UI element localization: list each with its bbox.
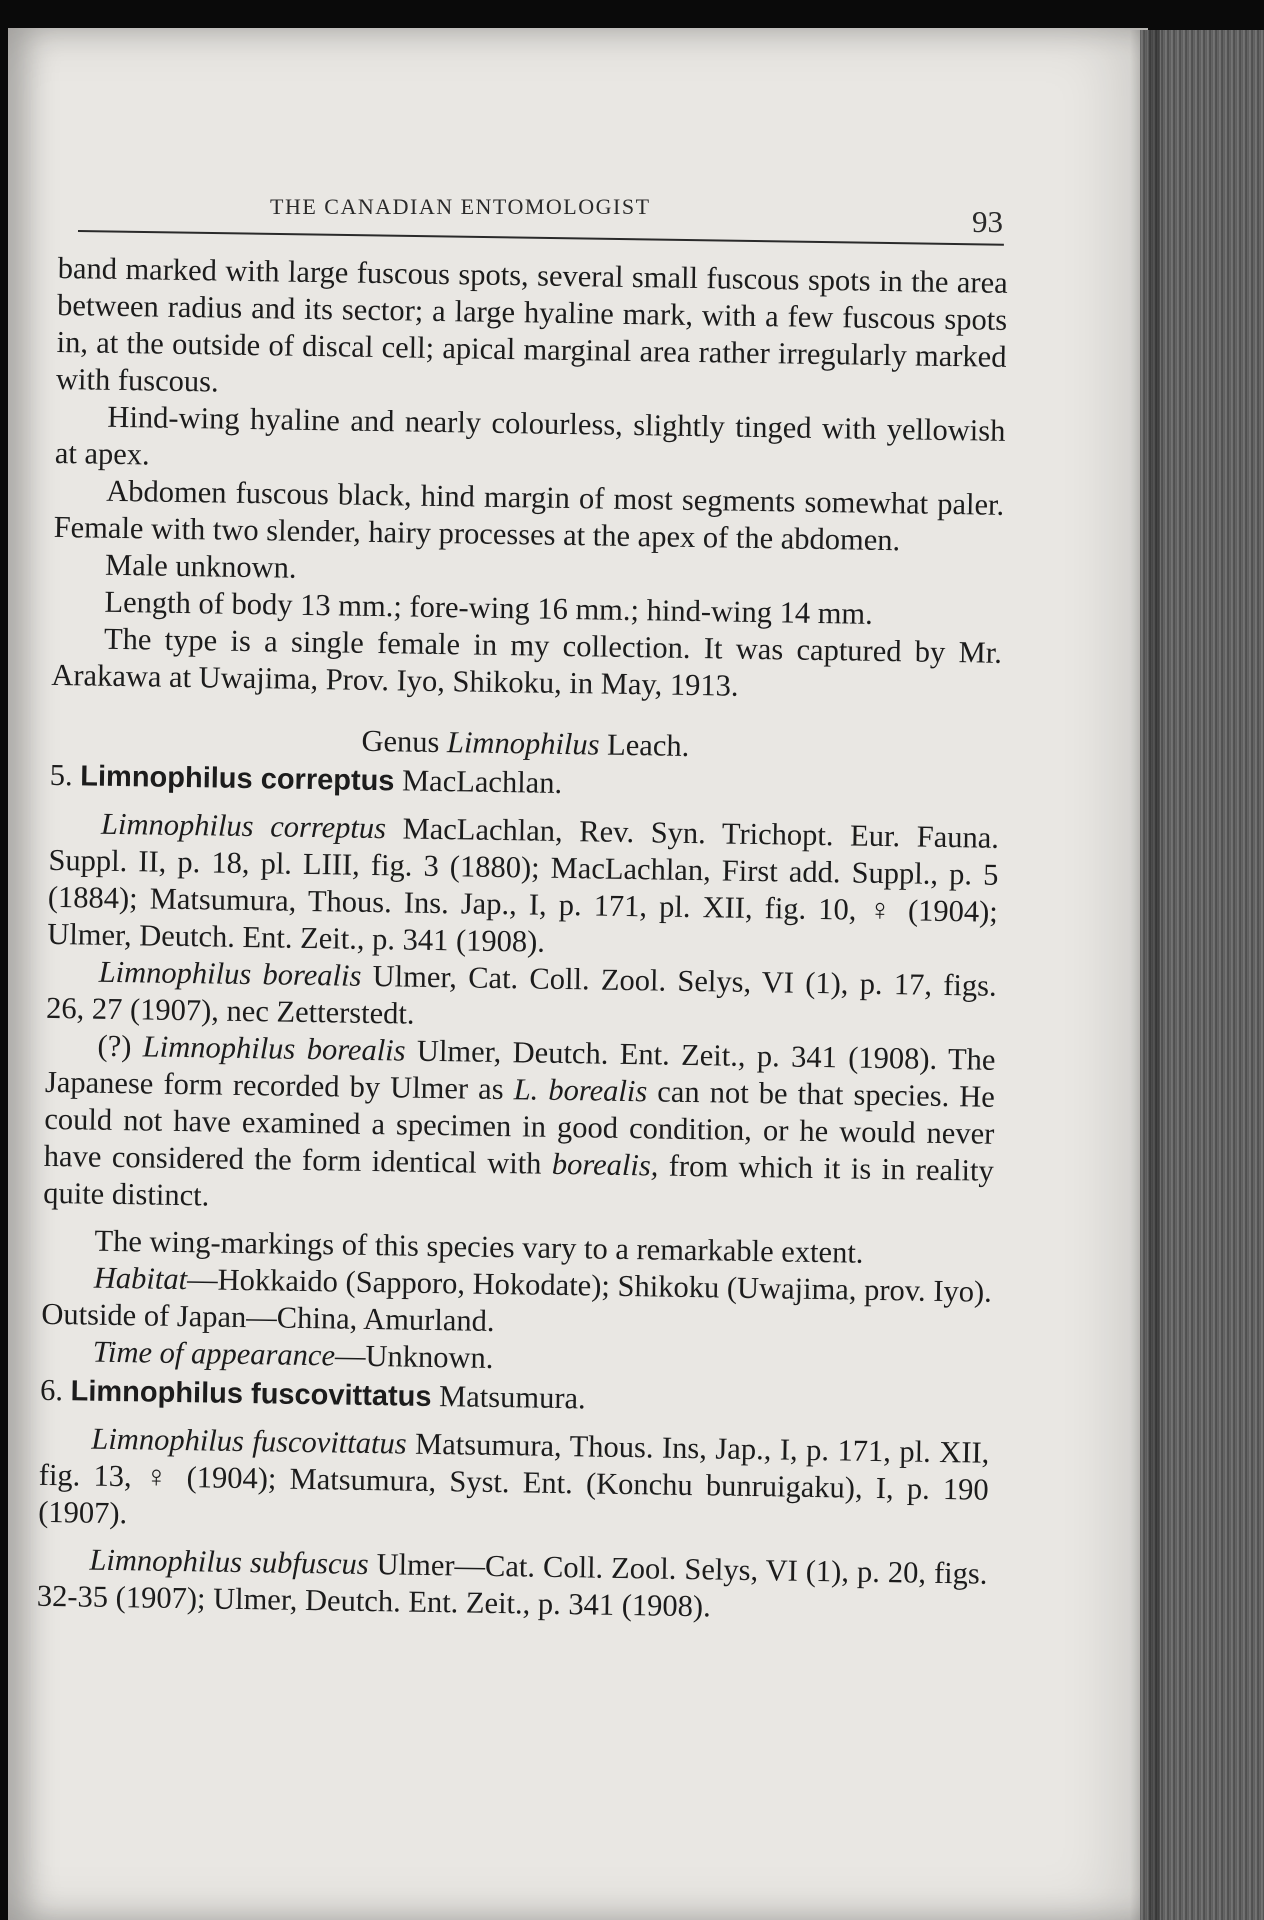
italic-name: borealis, bbox=[551, 1146, 659, 1183]
synonymy-entry bbox=[47, 805, 999, 968]
synonym-name: Limnophilus borealis bbox=[98, 954, 362, 993]
italic-name: L. borealis bbox=[513, 1072, 648, 1109]
paragraph-length: Length of body 13 mm.; fore-wing 16 mm.; hind-wing 14 mm. bbox=[104, 584, 874, 631]
synonym-remark: from which it is in reality quite distinct. bbox=[42, 1148, 994, 1213]
paragraph-abdomen: Abdomen fuscous black, hind margin of most segments somewhat paler. Female with two slender, hairy processes at the apex of the abdomen. bbox=[53, 473, 1005, 558]
synonym-citation: Ulmer, Deutch. Ent. Zeit., p. 341 (1908). The Japanese form recorded by Ulmer as bbox=[44, 1033, 996, 1107]
species-name: Limnophilus correptus bbox=[80, 760, 395, 798]
synonym-citation: Matsumura, Thous. Ins, Jap., I, p. 171, pl. XII, fig. 13, ♀ (1904); Matsumura, Syst. Ent. (Konchu bunruigaku), I, p. 190 (1907). bbox=[37, 1426, 990, 1531]
synonym-name: Limnophilus correptus bbox=[100, 806, 387, 846]
species-name: Limnophilus fuscovittatus bbox=[70, 1375, 432, 1413]
habitat-text: —Hokkaido (Sapporo, Hokodate); Shikoku (Uwajima, prov. Iyo). Outside of Japan—China, Amurland. bbox=[41, 1262, 993, 1338]
paragraph-type: The type is a single female in my collection. It was captured by Mr. Arakawa at Uwajima, Prov. Iyo, Shikoku, in May, 1913. bbox=[51, 621, 1003, 703]
genus-prefix: Genus bbox=[361, 723, 448, 760]
species-author: Matsumura. bbox=[431, 1378, 586, 1416]
species-number: 6. bbox=[39, 1372, 71, 1408]
query-mark: (?) bbox=[97, 1028, 144, 1064]
synonym-citation: MacLachlan, Rev. Syn. Trichopt. Eur. Fauna. Suppl. II, p. 18, pl. LIII, fig. 3 (1880); MacLachlan, First add. Suppl., p. 5 (1884); Matsumura, Thous. Ins. Jap., I, p. 171, pl. XII, fig. 10, ♀ (1904); Ulmer, Deutch. Ent. Zeit., p. 341 (1908). bbox=[47, 811, 1000, 959]
time-label: Time of appearance bbox=[92, 1334, 336, 1373]
synonymy-entry bbox=[38, 1420, 990, 1546]
genus-name: Limnophilus bbox=[446, 725, 600, 762]
genus-author: Leach. bbox=[599, 727, 690, 763]
paragraph-male: Male unknown. bbox=[104, 547, 297, 585]
species-author: MacLachlan. bbox=[394, 763, 563, 800]
running-title: THE CANADIAN ENTOMOLOGIST bbox=[270, 194, 651, 219]
gutter-shadow bbox=[1130, 30, 1160, 1920]
page-number: 93 bbox=[972, 204, 1003, 239]
synonym-remark: can not be that species. He could not have examined a specimen in good condition, or he would never have considered the form identical with bbox=[43, 1074, 996, 1181]
body-text bbox=[37, 250, 1008, 1630]
synonymy-entry bbox=[37, 1541, 988, 1630]
paragraph-wing-band: band marked with large fuscous spots, several small fuscous spots in the area between radius and its sector; a large hyaline mark, with a few fuscous spots in, at the outside of discal cell; apical marginal area rather irregularly marked with fuscous. bbox=[55, 250, 1008, 399]
synonym-name: Limnophilus subfuscus bbox=[89, 1542, 369, 1582]
species-number: 5. bbox=[49, 757, 81, 793]
synonym-citation: Ulmer—Cat. Coll. Zool. Selys, VI (1), p. 20, figs. 32-35 (1907); Ulmer, Deutch. Ent. Zeit., p. 341 (1908). bbox=[36, 1547, 988, 1624]
paragraph-wing-markings: The wing-markings of this species vary to a remarkable extent. bbox=[94, 1223, 864, 1270]
habitat-label: Habitat bbox=[93, 1260, 188, 1297]
paragraph-hind-wing: Hind-wing hyaline and nearly colourless, slightly tinged with yellowish at apex. bbox=[54, 399, 1006, 472]
synonymy-entry bbox=[43, 1027, 996, 1227]
synonym-name: Limnophilus fuscovittatus bbox=[91, 1421, 407, 1461]
synonym-citation: Ulmer, Cat. Coll. Zool. Selys, VI (1), p. 17, figs. 26, 27 (1907), nec Zetterstedt. bbox=[45, 958, 997, 1031]
time-text: —Unknown. bbox=[334, 1338, 494, 1375]
synonym-name: Limnophilus borealis bbox=[142, 1029, 406, 1068]
